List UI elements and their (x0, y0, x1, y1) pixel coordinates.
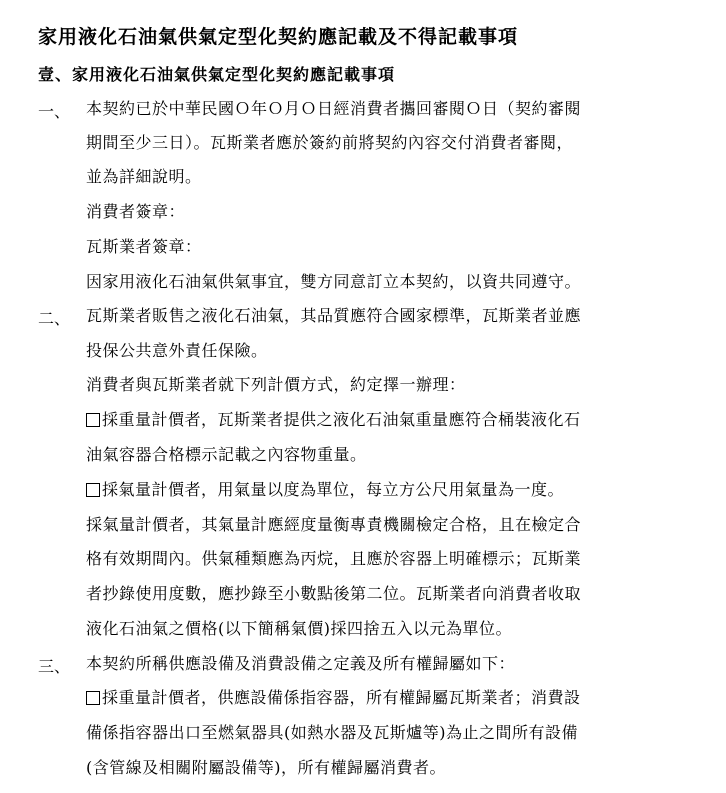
item-3-line: 本契約所稱供應設備及消費設備之定義及所有權歸屬如下： (86, 654, 516, 673)
document-title: 家用液化石油氣供氣定型化契約應記載及不得記載事項 (38, 26, 519, 48)
option-weight-pricing-ownership (86, 687, 581, 709)
volume-pricing-checkbox[interactable] (86, 483, 100, 497)
weight-pricing-ownership-checkbox[interactable] (86, 691, 100, 705)
item-2-line: 油氣容器合格標示記載之內容物重量。 (86, 445, 367, 464)
item-1-line: 並為詳細說明。 (86, 167, 202, 186)
item-2-line: 者抄錄使用度數，應抄錄至小數點後第二位。瓦斯業者向消費者收取 (86, 584, 582, 603)
option-weight-pricing (86, 409, 581, 431)
item-2-line: 格有效期間內。供氣種類應為丙烷，且應於容器上明確標示；瓦斯業 (86, 549, 582, 568)
item-1-line: 因家用液化石油氣供氣事宜，雙方同意訂立本契約，以資共同遵守。 (86, 272, 582, 291)
item-number-3: 三、 (38, 657, 71, 676)
item-3-line: (含管線及相關附屬設備等)，所有權歸屬消費者。 (86, 758, 446, 777)
item-2-line: 採氣量計價者，用氣量以度為單位，每立方公尺用氣量為一度。 (102, 480, 565, 499)
weight-pricing-checkbox[interactable] (86, 413, 100, 427)
item-1-line: 本契約已於中華民國Ｏ年Ｏ月Ｏ日經消費者攜回審閱Ｏ日（契約審閱 (86, 99, 582, 118)
item-2-line: 液化石油氣之價格(以下簡稱氣價)採四捨五入以元為單位。 (86, 619, 512, 638)
item-3-line: 採重量計價者，供應設備係指容器，所有權歸屬瓦斯業者；消費設 (102, 688, 581, 707)
item-2-line: 採氣量計價者，其氣量計應經度量衡專責機關檢定合格，且在檢定合 (86, 515, 582, 534)
item-2-line: 採重量計價者，瓦斯業者提供之液化石油氣重量應符合桶裝液化石 (102, 410, 581, 429)
item-3-line: 備係指容器出口至燃氣器具(如熱水器及瓦斯爐等)為止之間所有設備 (86, 723, 578, 742)
item-number-2: 二、 (38, 309, 71, 328)
item-2-line: 瓦斯業者販售之液化石油氣，其品質應符合國家標準，瓦斯業者並應 (86, 306, 582, 325)
item-1-line: 期間至少三日）。瓦斯業者應於簽約前將契約內容交付消費者審閱， (86, 133, 574, 152)
section-heading: 壹、家用液化石油氣供氣定型化契約應記載事項 (38, 65, 396, 84)
option-volume-pricing (86, 479, 564, 501)
item-number-1: 一、 (38, 102, 71, 121)
item-2-line: 投保公共意外責任保險。 (86, 341, 268, 360)
item-1-line: 消費者簽章： (86, 202, 186, 221)
item-1-line: 瓦斯業者簽章： (86, 237, 202, 256)
item-2-line: 消費者與瓦斯業者就下列計價方式，約定擇一辦理： (86, 375, 466, 394)
